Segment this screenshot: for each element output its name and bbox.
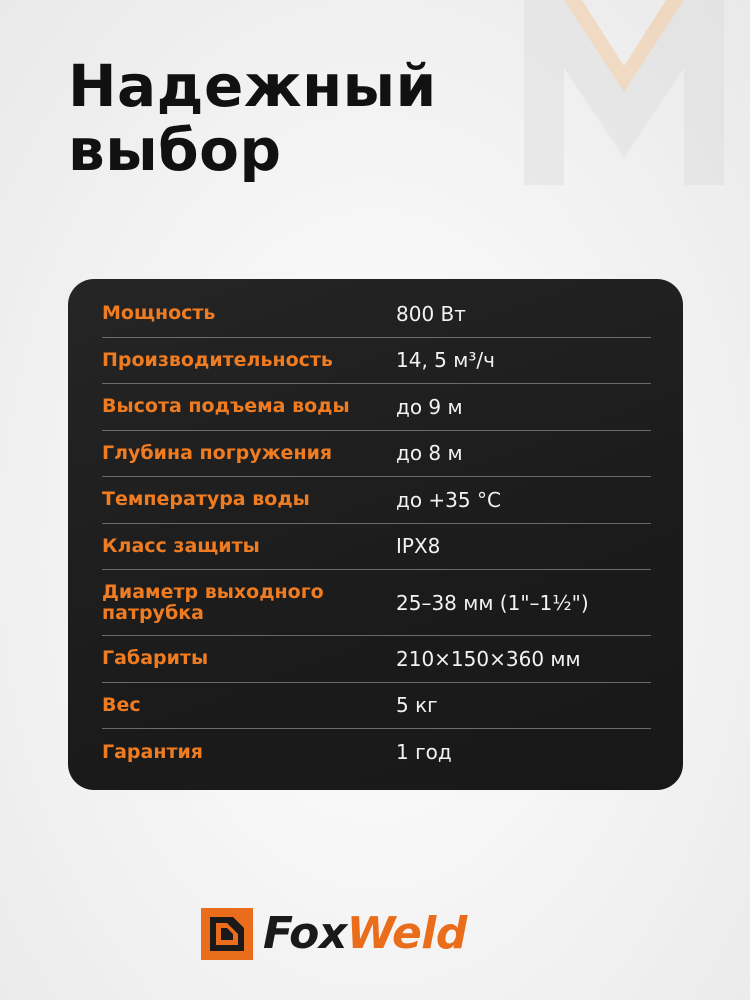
brand-logo <box>201 904 467 964</box>
spec-row-weight <box>102 683 651 730</box>
spec-label-line-1: Диаметр выходного <box>102 580 324 603</box>
spec-label: Высота подъема воды <box>102 395 350 418</box>
spec-value: 1 год <box>396 740 452 765</box>
spec-label <box>102 582 396 624</box>
foxweld-logo-icon <box>201 908 253 960</box>
spec-row-immersion-depth <box>102 431 651 478</box>
spec-label: Гарантия <box>102 740 204 763</box>
spec-value: до 9 м <box>396 394 463 419</box>
page-title <box>68 54 437 182</box>
spec-row-dimensions <box>102 636 651 683</box>
brand-name-fox: Fox <box>263 908 347 959</box>
spec-value: 5 кг <box>396 693 438 718</box>
title-line-1: Надежный <box>68 52 437 120</box>
spec-row-capacity <box>102 338 651 385</box>
brand-name <box>263 908 467 960</box>
title-line-2: выбор <box>68 116 282 184</box>
spec-label: Габариты <box>102 647 209 670</box>
spec-value: 25–38 мм (1"–1½") <box>396 590 589 615</box>
spec-value: до +35 °C <box>396 487 501 512</box>
brand-name-weld: Weld <box>346 908 467 959</box>
spec-value: до 8 м <box>396 441 463 466</box>
spec-label: Производительность <box>102 348 333 371</box>
spec-label-line-2: патрубка <box>102 601 204 624</box>
spec-row-water-temperature <box>102 477 651 524</box>
spec-row-power <box>102 291 651 338</box>
specifications-table <box>68 279 683 790</box>
spec-value: 800 Вт <box>396 301 466 326</box>
spec-label: Вес <box>102 693 141 716</box>
spec-label: Глубина погружения <box>102 441 333 464</box>
spec-label: Мощность <box>102 302 216 325</box>
spec-row-outlet-diameter <box>102 570 651 636</box>
spec-row-warranty <box>102 729 651 776</box>
spec-label: Температура воды <box>102 488 310 511</box>
spec-row-lift-height <box>102 384 651 431</box>
m-monogram-watermark-icon <box>524 0 724 185</box>
spec-label: Класс защиты <box>102 534 260 557</box>
spec-value: 14, 5 м³/ч <box>396 348 495 373</box>
spec-value: IPX8 <box>396 534 441 559</box>
spec-value: 210×150×360 мм <box>396 646 581 671</box>
spec-row-protection-class <box>102 524 651 571</box>
